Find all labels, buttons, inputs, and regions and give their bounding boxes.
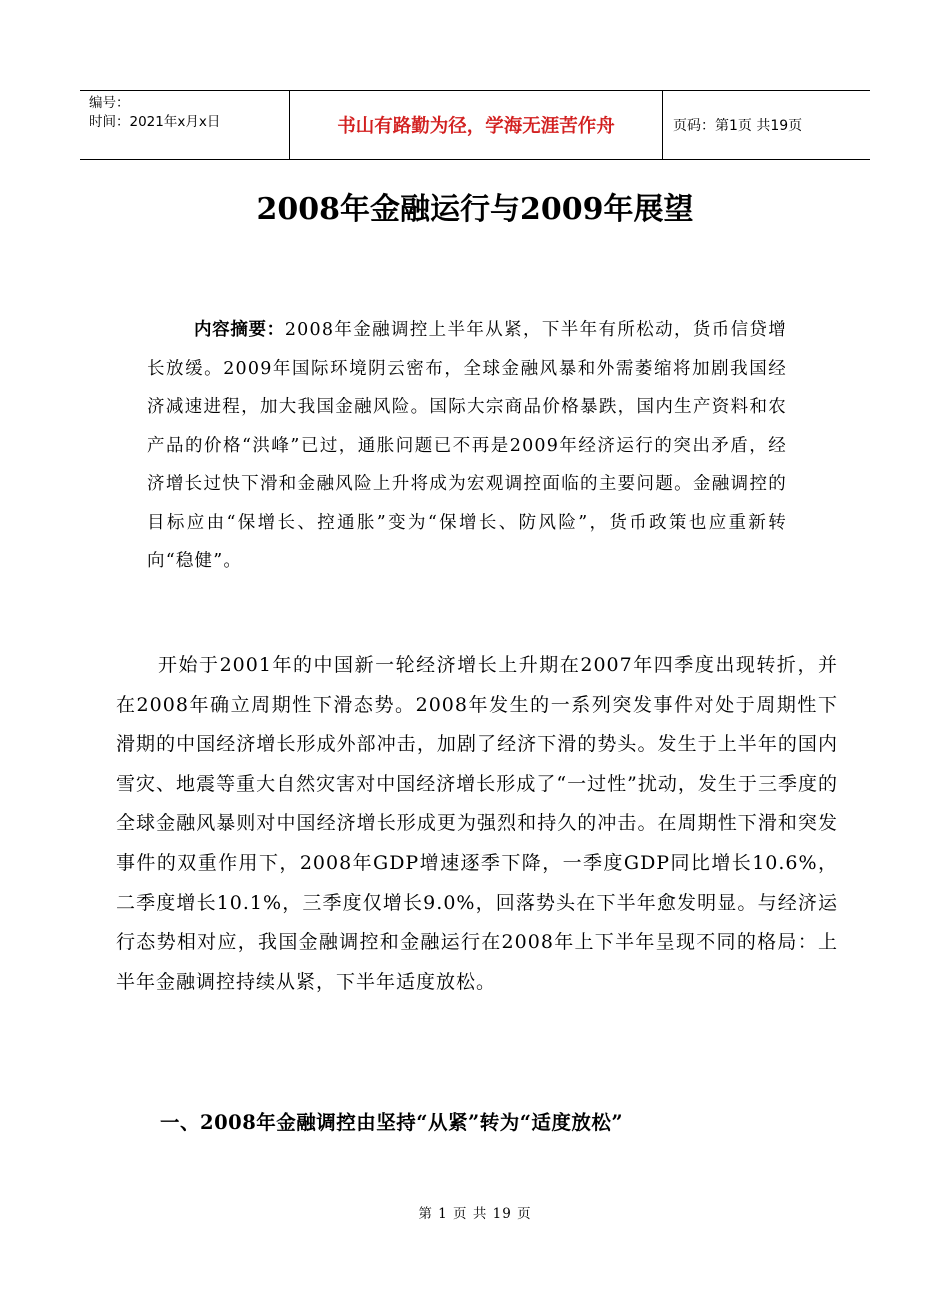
abstract-text: 2008年金融调控上半年从紧，下半年有所松动，货币信贷增长放缓。2009年国际环境阴云密布，全球金融风暴和外需萎缩将加剧我国经济减速进程，加大我国金融风险。国际大宗商品价格暴跌，国内生产资料和农产品的价格“洪峰”已过，通胀问题已不再是2009年经济运行的突出矛盾，经济增长过快下滑和金融风险上升将成为宏观调控面临的主要问题。金融调控的目标应由“保增长、控通胀”变为“保增长、防风险”，货币政策也应重新转向“稳健”。	[147, 320, 787, 571]
header-page-info	[663, 91, 870, 159]
time-label: 时间：2021年x月x日	[89, 114, 221, 130]
body-paragraph: 开始于2001年的中国新一轮经济增长上升期在2007年四季度出现转折，并在2008年确立周期性下滑态势。2008年发生的一系列突发事件对处于周期性下滑期的中国经济增长形成外部冲击，加剧了经济下滑的势头。发生于上半年的国内雪灾、地震等重大自然灾害对中国经济增长形成了“一过性”扰动，发生于三季度的全球金融风暴则对中国经济增长形成更为强烈和持久的冲击。在周期性下滑和突发事件的双重作用下，2008年GDP增速逐季下降，一季度GDP同比增长10.6%，二季度增长10.1%，三季度仅增长9.0%，回落势头在下半年愈发明显。与经济运行态势相对应，我国金融调控和金融运行在2008年上下半年呈现不同的格局：上半年金融调控持续从紧，下半年适度放松。	[116, 654, 838, 993]
header-meta	[80, 91, 289, 159]
abstract-label: 内容摘要：	[194, 320, 285, 340]
page-info-text: 页码：第1页 共19页	[673, 118, 803, 134]
motto-text: 书山有路勤为径，学海无涯苦作舟	[337, 116, 615, 137]
page-footer: 第 1 页 共 19 页	[418, 1206, 532, 1222]
abstract-paragraph	[147, 311, 787, 581]
abstract-block	[147, 311, 787, 581]
serial-label: 编号：	[89, 95, 130, 111]
section-heading: 一、2008年金融调控由坚持“从紧”转为“适度放松”	[160, 1111, 624, 1134]
document-title: 2008年金融运行与2009年展望	[256, 192, 694, 227]
document-header	[80, 90, 870, 160]
header-motto	[289, 91, 663, 159]
